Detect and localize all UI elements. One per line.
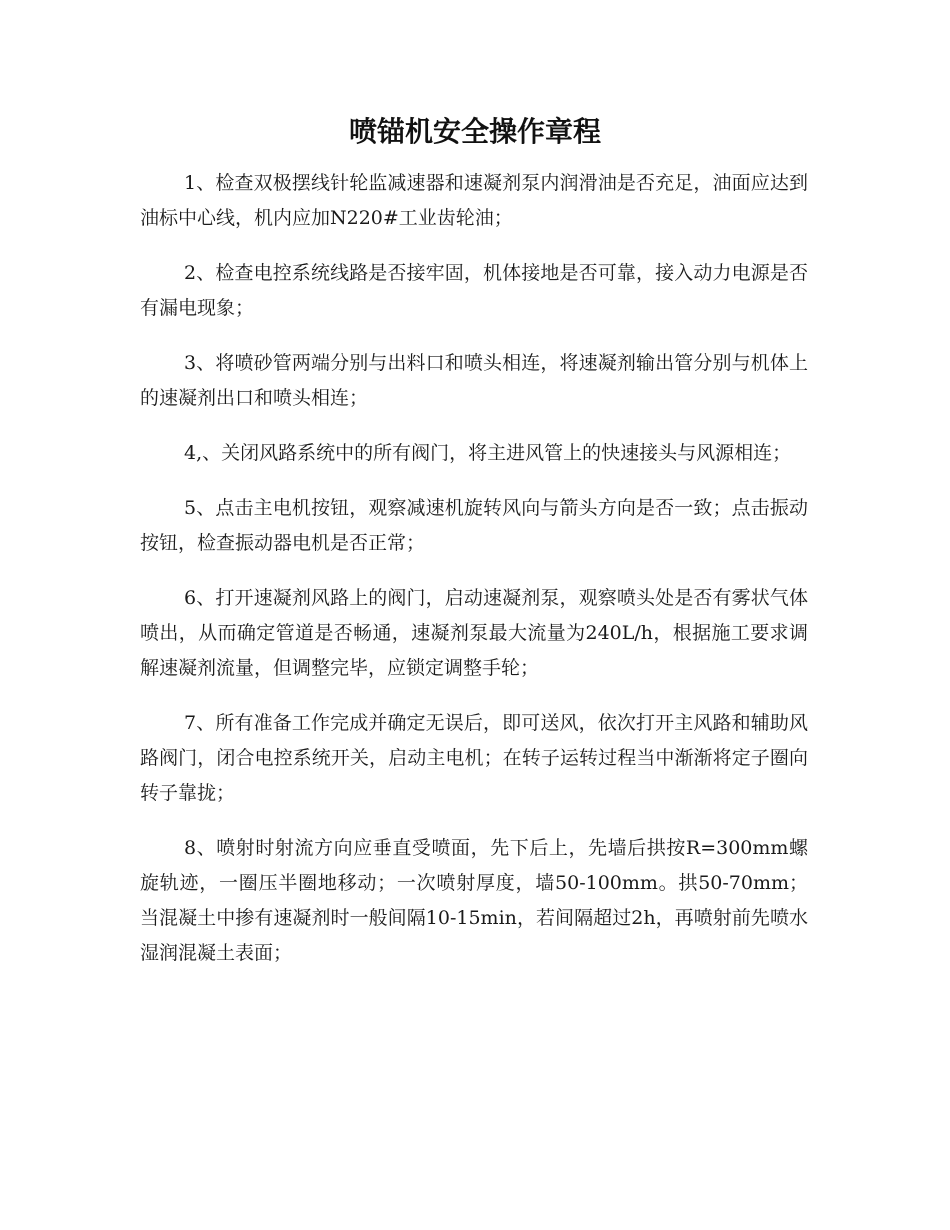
paragraph-1: 1、检查双极摆线针轮监减速器和速凝剂泵内润滑油是否充足，油面应达到油标中心线，机内应加N220#工业齿轮油；: [140, 172, 808, 229]
paragraph-6: 6、打开速凝剂风路上的阀门，启动速凝剂泵，观察喷头处是否有雾状气体喷出，从而确定管道是否畅通，速凝剂泵最大流量为240L/h，根据施工要求调解速凝剂流量，但调整完毕，应锁定调整手轮；: [140, 587, 808, 679]
document-title: 喷锚机安全操作章程: [348, 115, 601, 148]
paragraph-7: 7、所有准备工作完成并确定无误后，即可送风，依次打开主风路和辅助风路阀门，闭合电控系统开关，启动主电机；在转子运转过程当中渐渐将定子圈向转子靠拢；: [140, 712, 808, 804]
paragraph-5: 5、点击主电机按钮，观察减速机旋转风向与箭头方向是否一致；点击振动按钮，检查振动器电机是否正常；: [140, 497, 808, 554]
paragraph-2: 2、检查电控系统线路是否接牢固，机体接地是否可靠，接入动力电源是否有漏电现象；: [140, 262, 808, 319]
paragraph-8: 8、喷射时射流方向应垂直受喷面，先下后上，先墙后拱按R=300mm螺旋轨迹，一圈压半圈地移动；一次喷射厚度，墙50-100mm。拱50-70mm；当混凝土中掺有速凝剂时一般间隔10-15min，若间隔超过2h，再喷射前先喷水湿润混凝土表面；: [140, 837, 809, 964]
paragraph-4: 4,、关闭风路系统中的所有阀门，将主进风管上的快速接头与风源相连；: [184, 442, 792, 464]
document-body: [140, 166, 808, 991]
paragraph-3: 3、将喷砂管两端分别与出料口和喷头相连，将速凝剂输出管分别与机体上的速凝剂出口和喷头相连；: [140, 352, 808, 409]
